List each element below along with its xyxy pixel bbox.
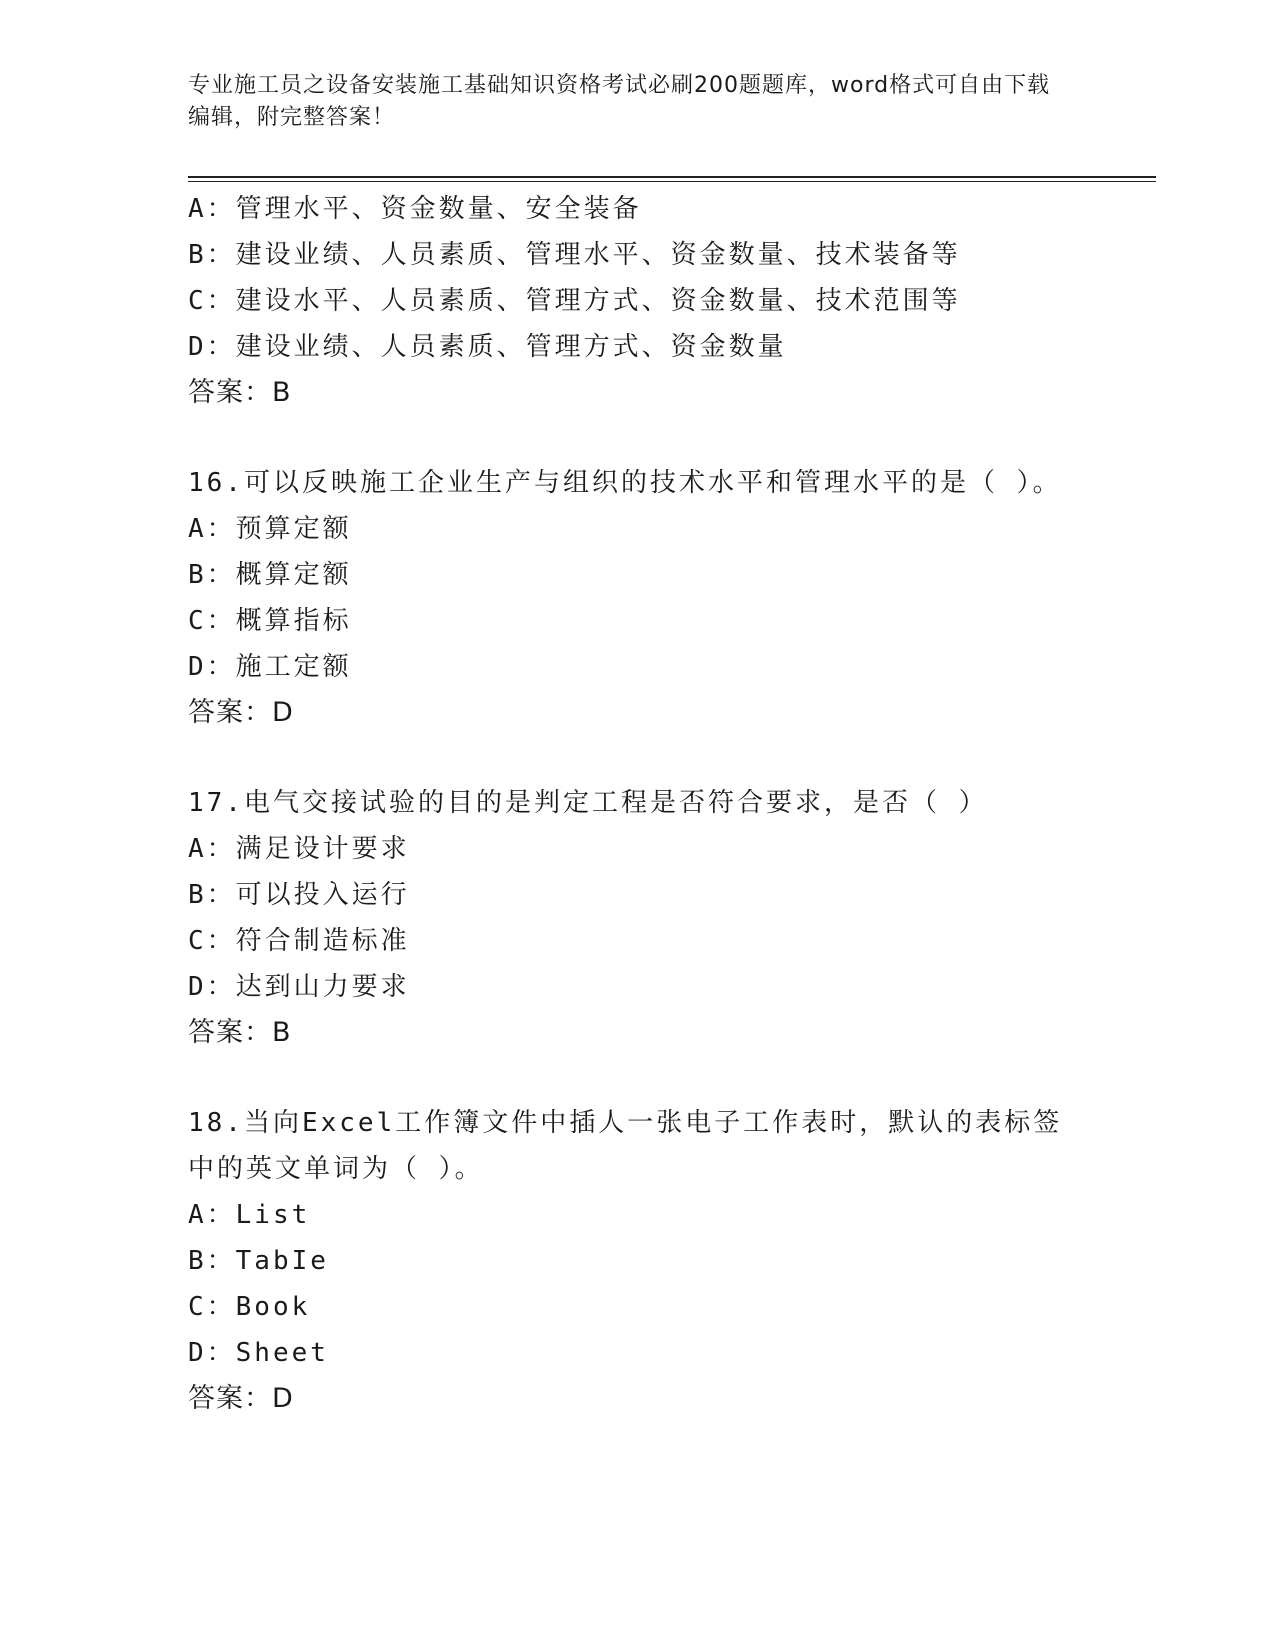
answer: 答案：B bbox=[188, 377, 292, 408]
option-a: A：管理水平、资金数量、安全装备 bbox=[188, 194, 642, 224]
option-c: C：Book bbox=[188, 1292, 311, 1322]
question-text: 16.可以反映施工企业生产与组织的技术水平和管理水平的是（ ）。 bbox=[188, 468, 1062, 498]
option-b: B：建设业绩、人员素质、管理水平、资金数量、技术装备等 bbox=[188, 240, 961, 270]
option-d: D：达到山力要求 bbox=[188, 972, 410, 1002]
option-b: B：可以投入运行 bbox=[188, 880, 410, 910]
question-15 bbox=[188, 186, 1108, 416]
answer: 答案：B bbox=[188, 1017, 292, 1048]
option-a: A：List bbox=[188, 1200, 311, 1230]
answer: 答案：D bbox=[188, 1383, 294, 1414]
option-a: A：预算定额 bbox=[188, 514, 352, 544]
option-b: B：概算定额 bbox=[188, 560, 352, 590]
question-17 bbox=[188, 780, 1108, 1056]
document-header: 专业施工员之设备安装施工基础知识资格考试必刷200题题库，word格式可自由下载编辑，附完整答案！ bbox=[188, 73, 1051, 130]
option-d: D：建设业绩、人员素质、管理方式、资金数量 bbox=[188, 332, 787, 362]
option-d: D：施工定额 bbox=[188, 652, 352, 682]
option-c: C：概算指标 bbox=[188, 606, 352, 636]
question-text: 17.电气交接试验的目的是判定工程是否符合要求，是否（ ） bbox=[188, 788, 988, 818]
answer: 答案：D bbox=[188, 697, 294, 728]
option-a: A：满足设计要求 bbox=[188, 834, 410, 864]
option-c: C：符合制造标准 bbox=[188, 926, 410, 956]
header-rule-bottom bbox=[188, 181, 1156, 182]
option-c: C：建设水平、人员素质、管理方式、资金数量、技术范围等 bbox=[188, 286, 961, 316]
question-text: 18.当向Excel工作簿文件中插人一张电子工作表时，默认的表标签中的英文单词为（ ）。 bbox=[188, 1108, 1063, 1184]
option-b: B：TabIe bbox=[188, 1246, 329, 1276]
question-16 bbox=[188, 460, 1108, 736]
option-d: D：Sheet bbox=[188, 1338, 329, 1368]
header-rule-top bbox=[188, 176, 1156, 178]
question-list bbox=[188, 186, 1108, 1422]
question-18 bbox=[188, 1100, 1108, 1422]
